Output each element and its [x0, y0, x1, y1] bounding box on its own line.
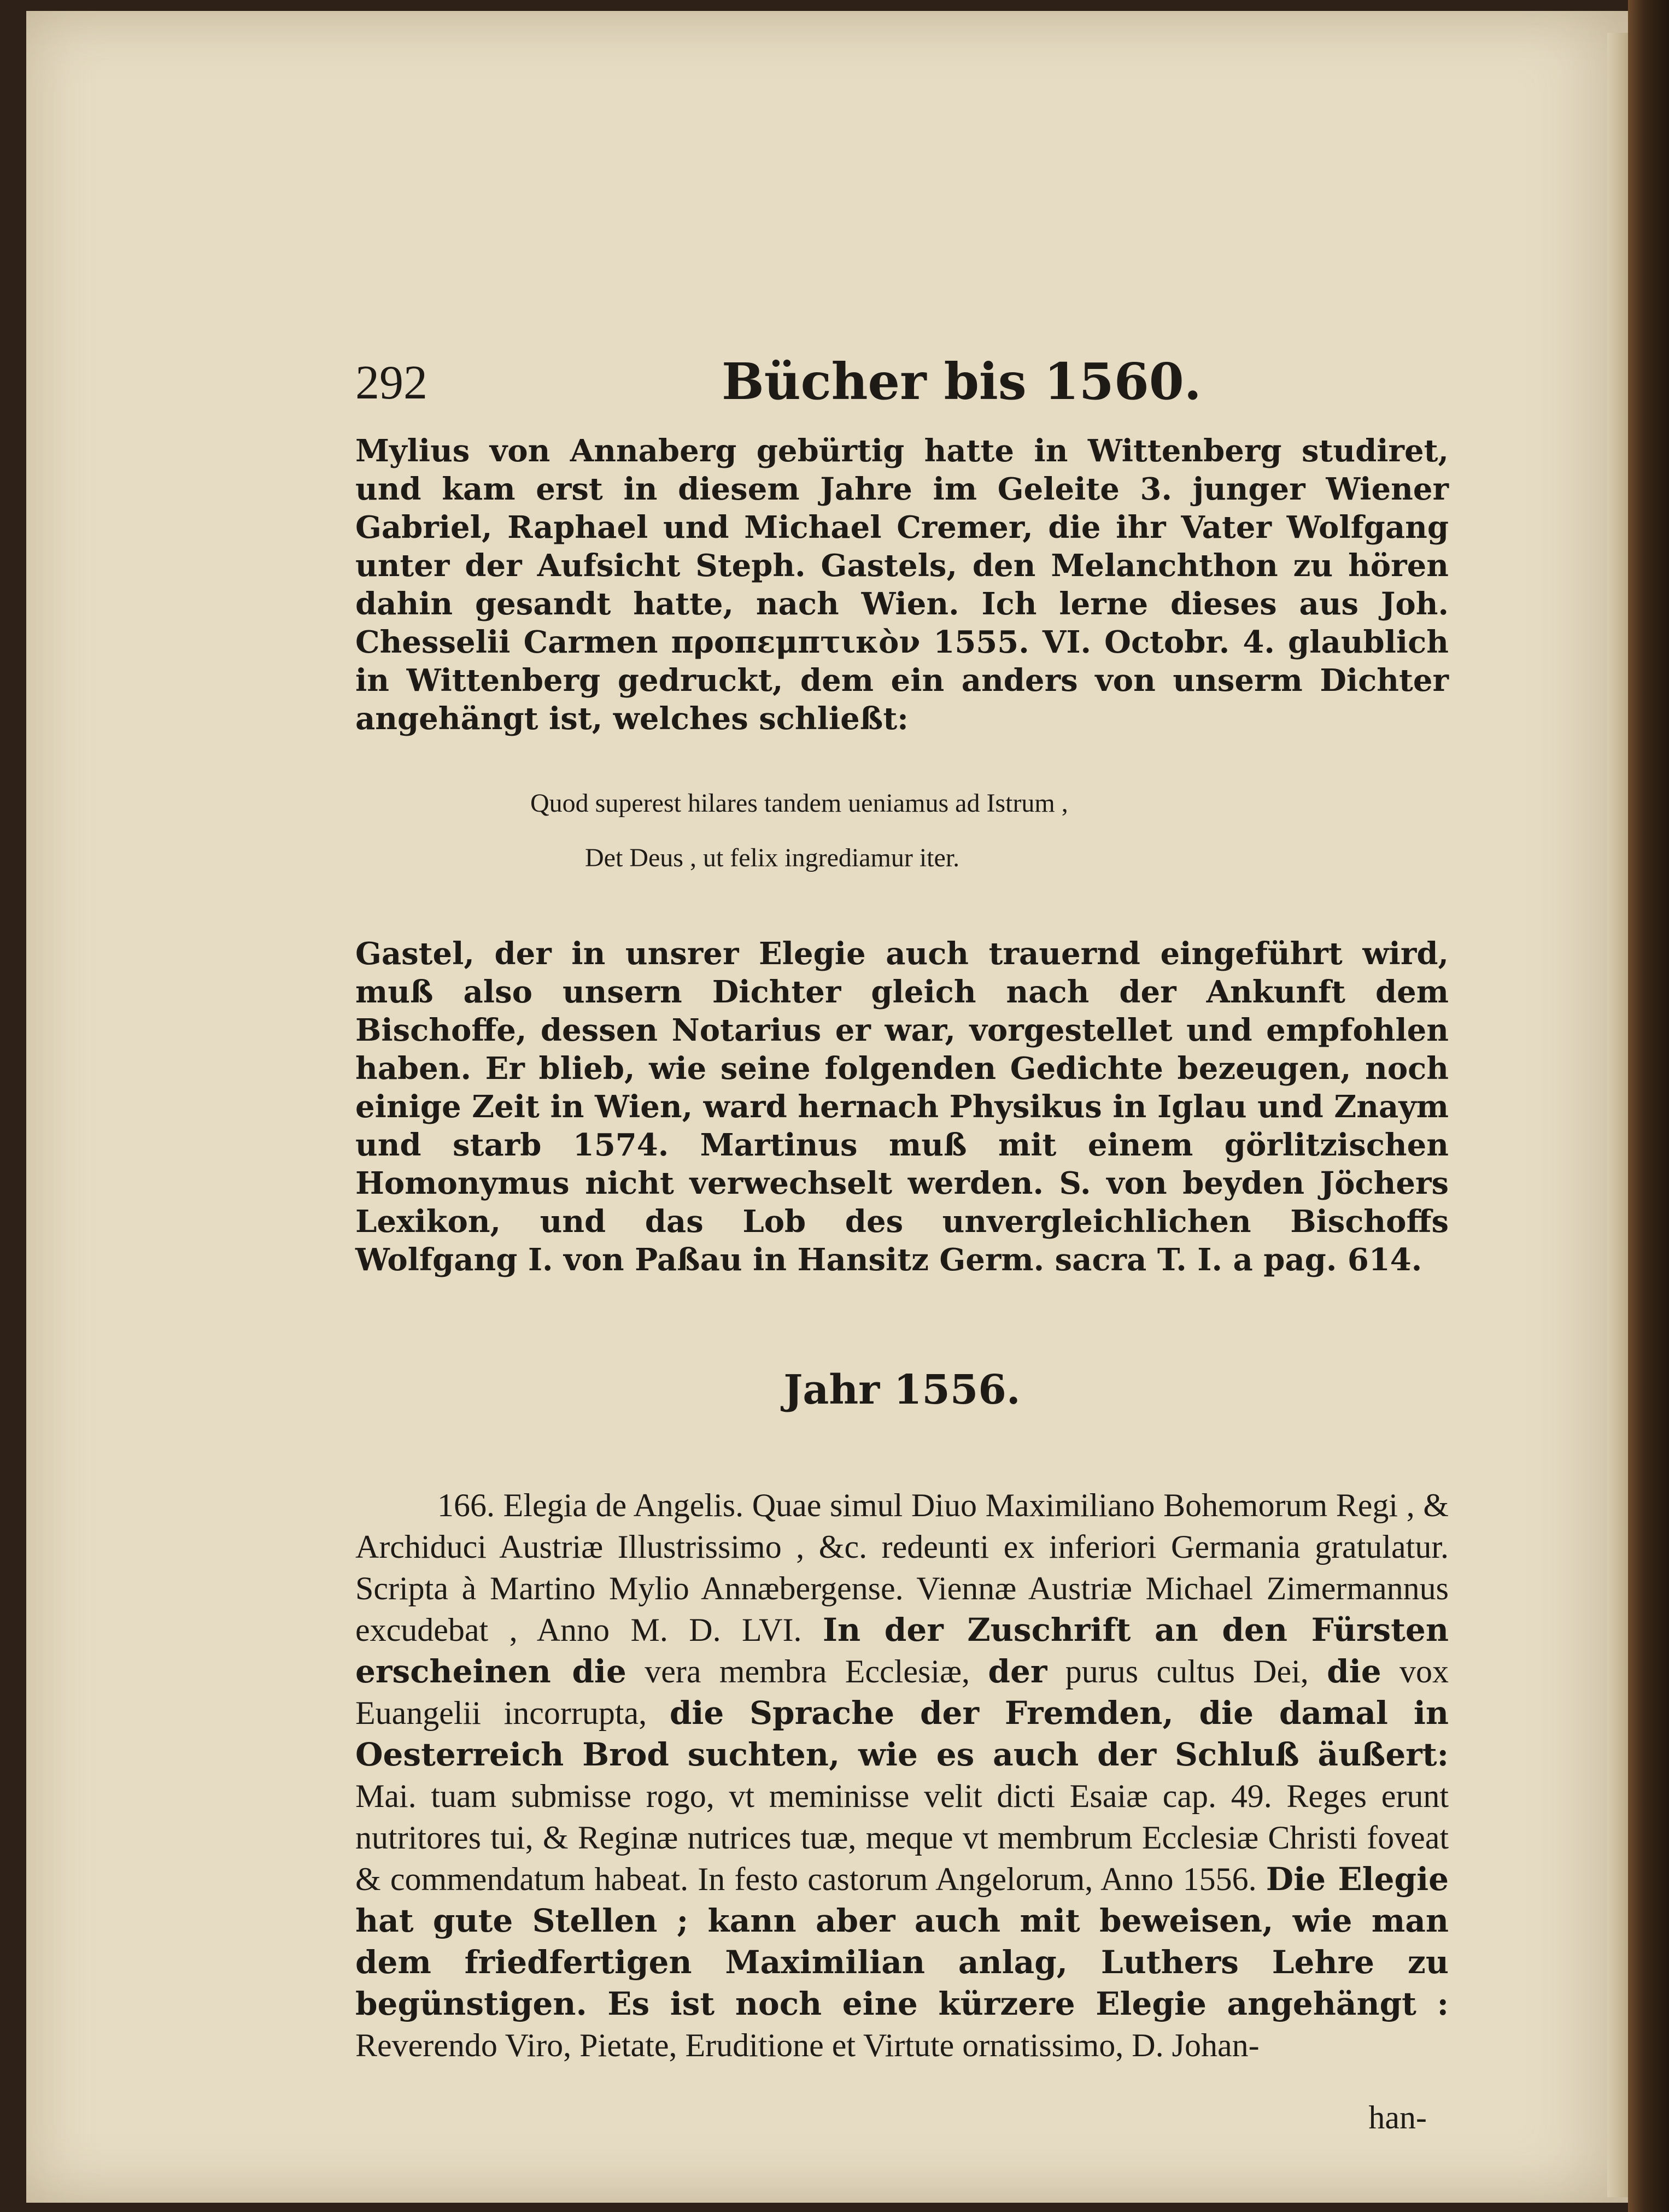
- entry-number: 166.: [437, 1487, 495, 1523]
- verse-quote: [355, 787, 1449, 875]
- entry-german-commentary: Die Elegie hat gute Stellen ; kann aber auch mit beweisen, wie man dem friedfertigen Maximilian anlag, Luthers Lehre zu begünstigen. Es ist noch eine kürzere Elegie angehängt :: [355, 1861, 1449, 2022]
- next-leaf-edge: [1607, 33, 1629, 2197]
- entry-german-text: die: [1327, 1653, 1381, 1690]
- page-title: Bücher bis 1560.: [722, 352, 1202, 411]
- entry-german-text: die Sprache der Fremden, die damal in Oesterreich Brod suchten, wie es auch der Schluß äußert:: [355, 1694, 1449, 1773]
- entry-german-text: der: [988, 1653, 1047, 1690]
- verse-line-2: Det Deus , ut felix ingrediamur iter.: [585, 843, 960, 872]
- bibliography-entry-166: [355, 1485, 1449, 2066]
- entry-latin-text: vox Euangelii incorrupta,: [355, 1653, 1449, 1731]
- paragraph-mylius: Mylius von Annaberg gebürtig hatte in Wittenberg studiret, und kam erst in diesem Jahre im Geleite 3. junger Wiener Gabriel, Raphael und Michael Cremer, die ihr Vater Wolfgang unter der Aufsicht Steph. Gastels, den Melanchthon zu hören dahin gesandt hatte, nach Wien. Ich lerne dieses aus Joh. Chesselii Carmen προπεμπτικὸν 1555. VI. Octobr. 4. glaublich in Wittenberg gedruckt, dem ein anders von unserm Dichter angehängt ist, welches schließt:: [355, 433, 1449, 737]
- section-title-year: Jahr 1556.: [783, 1366, 1021, 1413]
- entry-latin-quote: Mai. tuam submisse rogo, vt meminisse velit dicti Esaiæ cap. 49. Reges erunt nutritores tui, & Reginæ nutrices tuæ, meque vt membrum Ecclesiæ Christi foveat & commendatum habeat. In festo castorum Angelorum, Anno 1556.: [355, 1778, 1449, 1897]
- entry-latin-text: purus cultus Dei,: [1065, 1653, 1309, 1689]
- page-number: 292: [355, 356, 428, 409]
- running-head: [355, 344, 1449, 410]
- book-binding-edge: [1628, 0, 1669, 2212]
- verse-line-1: Quod superest hilares tandem ueniamus ad Istrum ,: [530, 789, 1068, 818]
- paragraph-gastel: Gastel, der in unsrer Elegie auch trauernd eingeführt wird, muß also unsern Dichter gleich nach der Ankunft dem Bischoffe, dessen Notarius er war, vorgestellet und empfohlen haben. Er blieb, wie seine folgenden Gedichte bezeugen, noch einige Zeit in Wien, ward hernach Physikus in Iglau und Znaym und starb 1574. Martinus muß mit einem görlitzischen Homonymus nicht verwechselt werden. S. von beyden Jöchers Lexikon, und das Lob des unvergleichlichen Bischoffs Wolfgang I. von Paßau in Hansitz Germ. sacra T. I. a pag. 614.: [355, 936, 1449, 1278]
- page-content: [355, 344, 1449, 2137]
- entry-german-text: In der Zuschrift an den Fürsten erscheinen die: [355, 1611, 1449, 1690]
- entry-latin-dedication: Reverendo Viro, Pietate, Eruditione et Virtute ornatissimo, D. Johan-: [355, 2027, 1260, 2063]
- catchword: han-: [1368, 2099, 1427, 2135]
- entry-latin-title: Elegia de Angelis. Quae simul Diuo Maximiliano Bohemorum Regi , & Archiduci Austriæ Illustrissimo , &c. redeunti ex inferiori Germania gratulatur. Scripta à Martino Mylio Annæbergense. Viennæ Austriæ Michael Zimermannus excudebat , Anno M. D. LVI.: [355, 1487, 1449, 1648]
- entry-latin-text: vera membra Ecclesiæ,: [645, 1653, 970, 1689]
